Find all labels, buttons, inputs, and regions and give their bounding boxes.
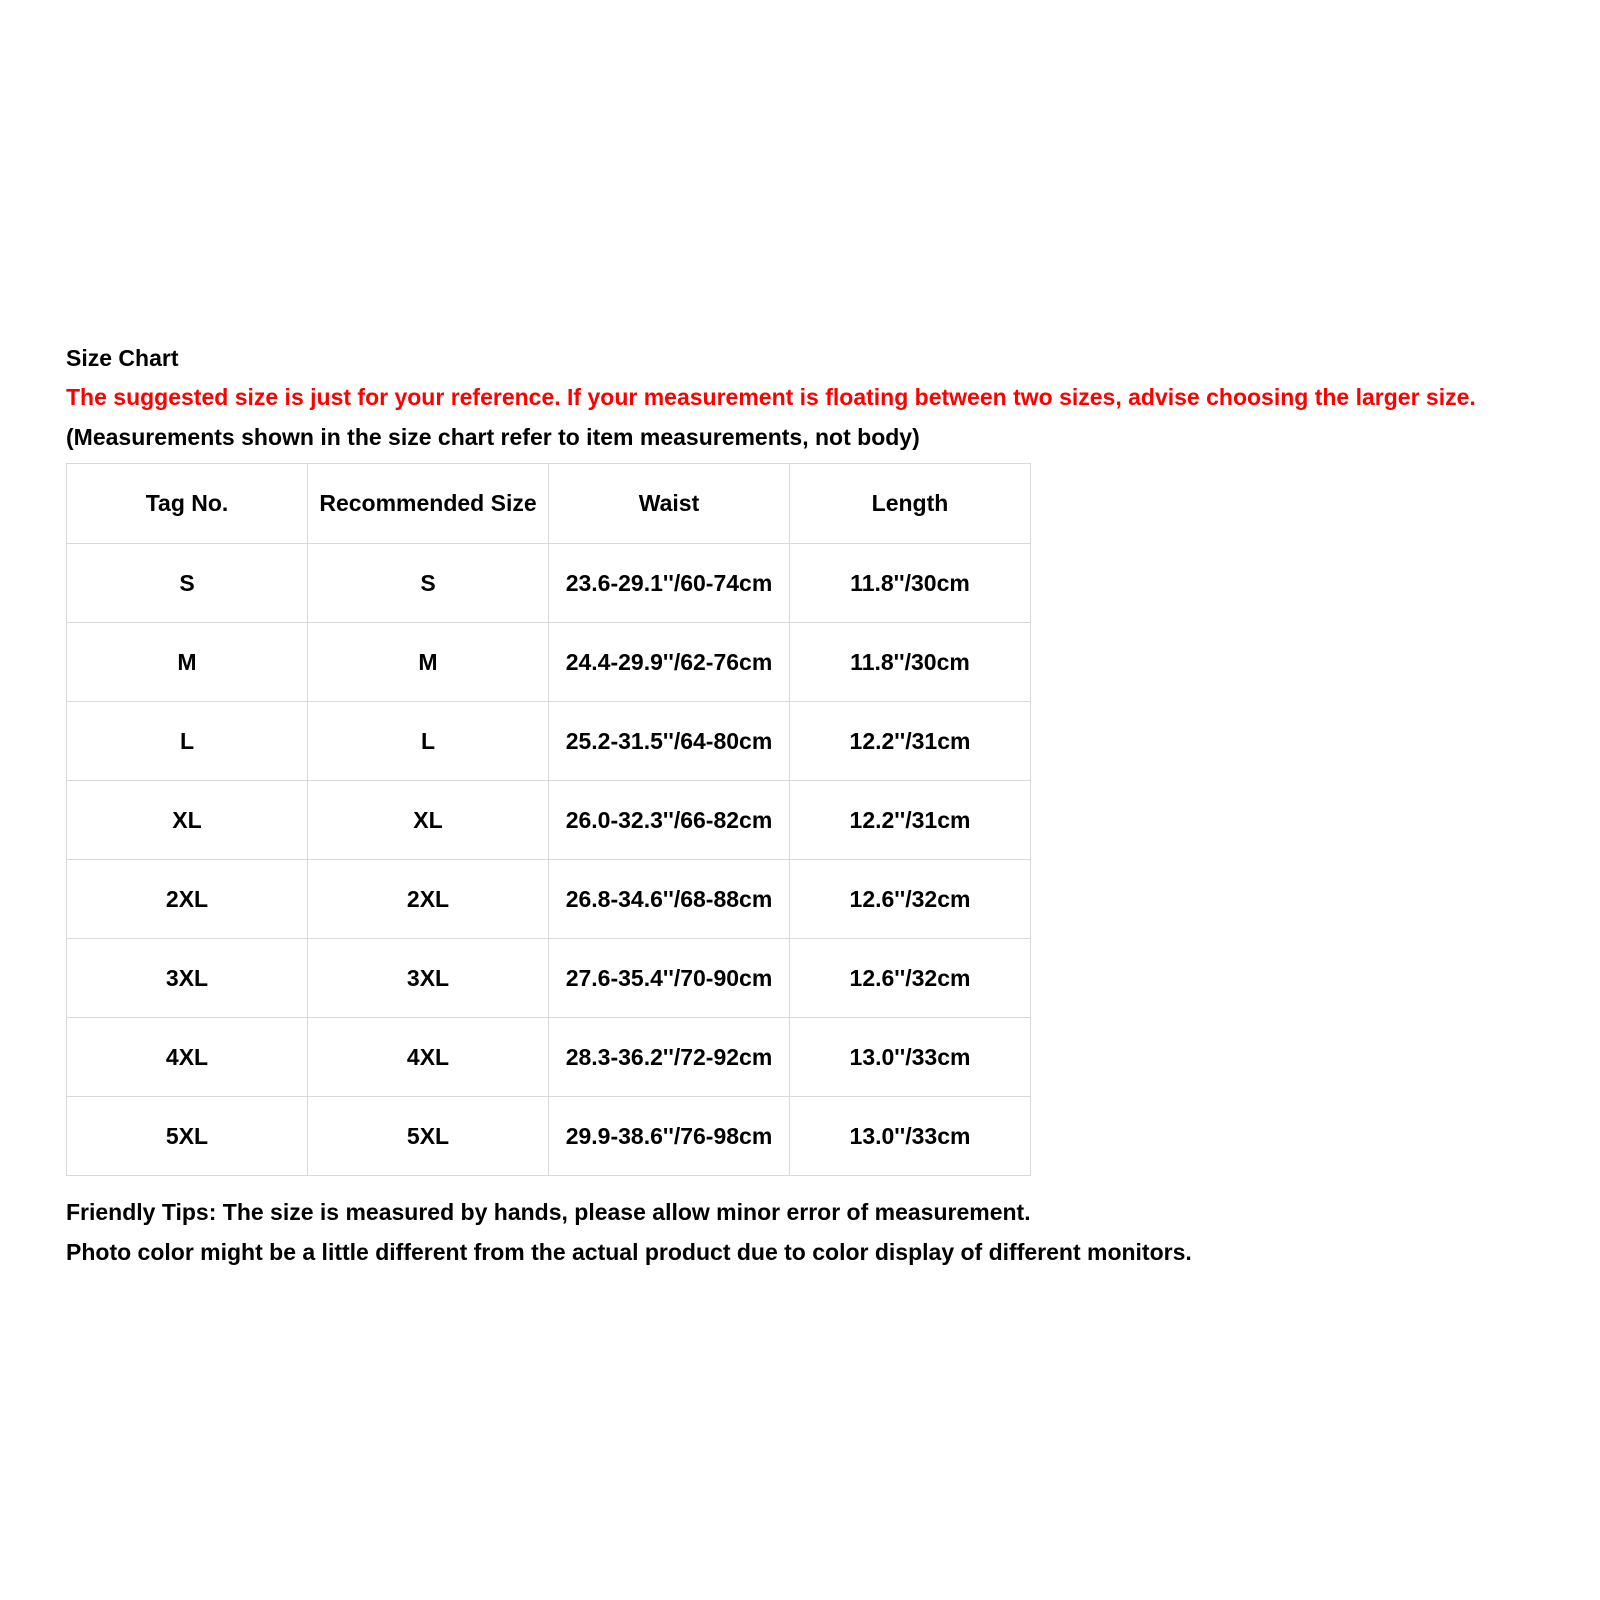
cell-tag-no: XL [67, 781, 308, 860]
cell-waist: 25.2-31.5''/64-80cm [549, 702, 790, 781]
color-tip: Photo color might be a little different from the actual product due to color display of different monitors. [66, 1239, 1192, 1265]
cell-waist: 23.6-29.1''/60-74cm [549, 544, 790, 623]
table-header-row [67, 464, 1031, 544]
table-row [67, 939, 1031, 1018]
cell-recommended-size: M [308, 623, 549, 702]
size-chart-title: Size Chart [66, 345, 179, 371]
cell-waist: 27.6-35.4''/70-90cm [549, 939, 790, 1018]
cell-length: 12.6''/32cm [790, 860, 1031, 939]
cell-recommended-size: L [308, 702, 549, 781]
cell-tag-no: M [67, 623, 308, 702]
table-row [67, 860, 1031, 939]
cell-waist: 24.4-29.9''/62-76cm [549, 623, 790, 702]
table-row [67, 781, 1031, 860]
header-length: Length [790, 464, 1031, 544]
size-chart-panel [66, 339, 1566, 1272]
cell-waist: 26.0-32.3''/66-82cm [549, 781, 790, 860]
cell-tag-no: 5XL [67, 1097, 308, 1176]
cell-length: 13.0''/33cm [790, 1018, 1031, 1097]
tips-section [66, 1192, 1566, 1272]
cell-tag-no: L [67, 702, 308, 781]
table-row [67, 544, 1031, 623]
cell-recommended-size: XL [308, 781, 549, 860]
header-tag-no: Tag No. [67, 464, 308, 544]
cell-length: 12.6''/32cm [790, 939, 1031, 1018]
table-row [67, 702, 1031, 781]
cell-length: 12.2''/31cm [790, 781, 1031, 860]
cell-length: 11.8''/30cm [790, 623, 1031, 702]
table-row [67, 1018, 1031, 1097]
cell-tag-no: 3XL [67, 939, 308, 1018]
cell-tag-no: S [67, 544, 308, 623]
header-waist: Waist [549, 464, 790, 544]
cell-recommended-size: S [308, 544, 549, 623]
cell-waist: 26.8-34.6''/68-88cm [549, 860, 790, 939]
cell-length: 12.2''/31cm [790, 702, 1031, 781]
table-row [67, 1097, 1031, 1176]
cell-recommended-size: 2XL [308, 860, 549, 939]
cell-recommended-size: 5XL [308, 1097, 549, 1176]
table-row [67, 623, 1031, 702]
cell-recommended-size: 3XL [308, 939, 549, 1018]
cell-tag-no: 4XL [67, 1018, 308, 1097]
cell-recommended-size: 4XL [308, 1018, 549, 1097]
cell-length: 13.0''/33cm [790, 1097, 1031, 1176]
header-recommended-size: Recommended Size [308, 464, 549, 544]
measurement-note: (Measurements shown in the size chart refer to item measurements, not body) [66, 424, 920, 450]
friendly-tip: Friendly Tips: The size is measured by hands, please allow minor error of measurement. [66, 1199, 1031, 1225]
cell-tag-no: 2XL [67, 860, 308, 939]
cell-length: 11.8''/30cm [790, 544, 1031, 623]
cell-waist: 29.9-38.6''/76-98cm [549, 1097, 790, 1176]
size-notice: The suggested size is just for your reference. If your measurement is floating between two sizes, advise choosing the larger size. [66, 384, 1476, 410]
cell-waist: 28.3-36.2''/72-92cm [549, 1018, 790, 1097]
size-table [66, 463, 1031, 1176]
